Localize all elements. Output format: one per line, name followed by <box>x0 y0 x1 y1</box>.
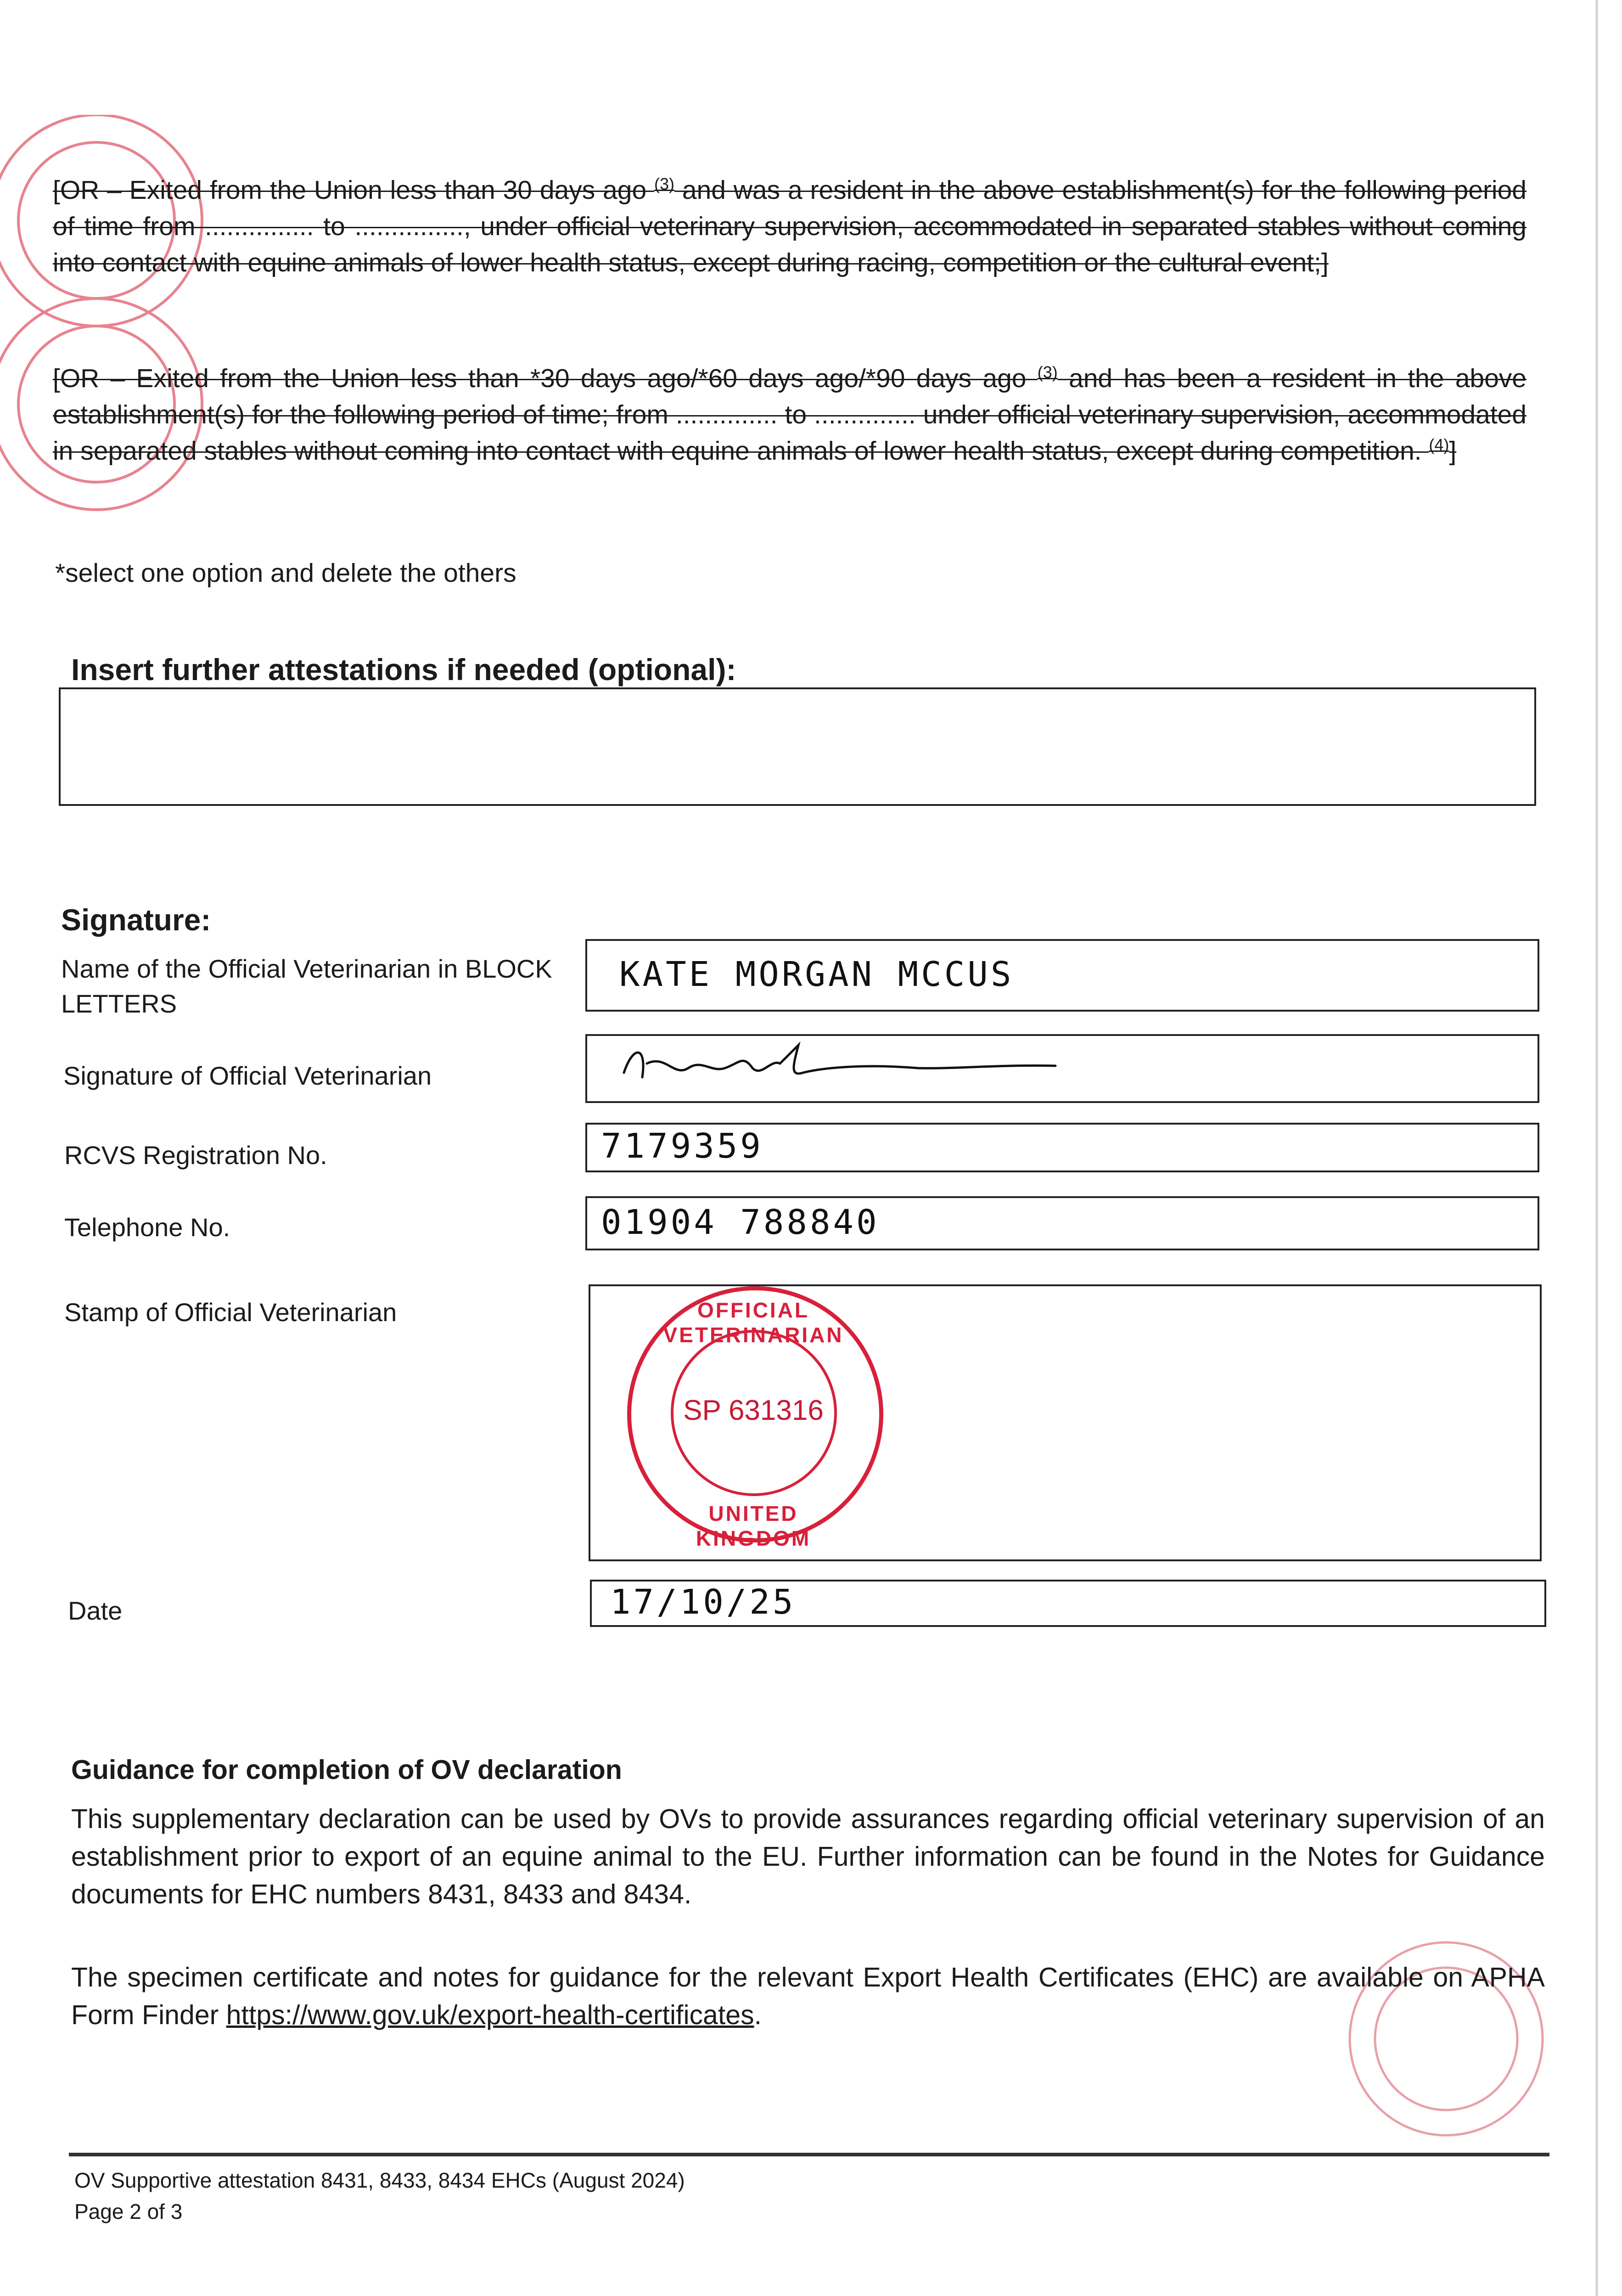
further-attestations-heading: Insert further attestations if needed (optional): <box>71 653 736 687</box>
guidance-paragraph-2-end: . <box>754 2000 762 2030</box>
footer-document-id: OV Supportive attestation 8431, 8433, 8434 EHCs (August 2024) <box>74 2168 685 2192</box>
signature-label: Signature of Official Veterinarian <box>63 1061 432 1090</box>
guidance-paragraph-2 <box>71 1958 1545 2034</box>
signature-field[interactable] <box>585 1034 1539 1103</box>
telephone-label: Telephone No. <box>64 1213 230 1242</box>
attestation-option-30-days: [OR – Exited from the Union less than 30 days ago $^{(3)}$ and was a resident in the above establishment(s) for the following period of time from ............... to ..............., under official veterinary supervision, accommodated in separated stables without coming into contact with equine animals of lower health status, except during racing, competition or the cultural event;] <box>53 174 1527 277</box>
signature-heading: Signature: <box>61 903 211 937</box>
guidance-paragraph-2-text: The specimen certificate and notes for guidance for the relevant Export Health Certificates (EHC) are available on APHA Form Finder <box>71 1962 1545 2030</box>
date-value: 17/10/25 <box>610 1582 796 1622</box>
rcvs-label: RCVS Registration No. <box>64 1141 327 1170</box>
footer-page-number: Page 2 of 3 <box>74 2200 183 2223</box>
stamp-bottom-text: UNITED KINGDOM <box>696 1502 811 1550</box>
official-vet-stamp <box>627 1286 884 1553</box>
name-value: KATE MORGAN MCCUS <box>619 955 1014 994</box>
footer-divider <box>69 2153 1549 2156</box>
date-label: Date <box>68 1596 123 1625</box>
telephone-value: 01904 788840 <box>601 1203 880 1242</box>
attestation-option-multi-days: [OR – Exited from the Union less than *30 days ago/*60 days ago/*90 days ago $^{(3)}$ and has been a resident in the above establishment(s) for the following period of time; from .............. to .............. under official veterinary supervision, accommodated in separated stables without coming into contact with equine animals of lower health status, except during competition. $^{(4)}$] <box>53 363 1527 466</box>
stamp-top-text: OFFICIAL VETERINARIAN <box>663 1298 844 1347</box>
stamp-label: Stamp of Official Veterinarian <box>64 1298 397 1327</box>
scan-edge <box>1595 0 1598 2296</box>
stamp-field[interactable] <box>589 1284 1542 1561</box>
handwritten-signature-icon <box>606 1036 1111 1096</box>
further-attestations-field[interactable] <box>59 687 1536 806</box>
rcvs-field[interactable] <box>585 1123 1539 1172</box>
stamp-code: SP 631316 <box>683 1395 824 1426</box>
name-field[interactable] <box>585 939 1539 1012</box>
guidance-heading: Guidance for completion of OV declaration <box>71 1755 622 1785</box>
select-option-note: *select one option and delete the others <box>55 558 516 588</box>
date-field[interactable] <box>590 1580 1546 1627</box>
rcvs-value: 7179359 <box>601 1126 763 1166</box>
guidance-paragraph-1: This supplementary declaration can be used by OVs to provide assurances regarding official veterinary supervision of an establishment prior to export of an equine animal to the EU. Further information can be found in the Notes for Guidance documents for EHC numbers 8431, 8433 and 8434. <box>71 1804 1545 1909</box>
name-label: Name of the Official Veterinarian in BLOCK LETTERS <box>61 954 552 1018</box>
ehc-link[interactable]: https://www.gov.uk/export-health-certificates <box>226 2000 754 2030</box>
telephone-field[interactable] <box>585 1196 1539 1250</box>
